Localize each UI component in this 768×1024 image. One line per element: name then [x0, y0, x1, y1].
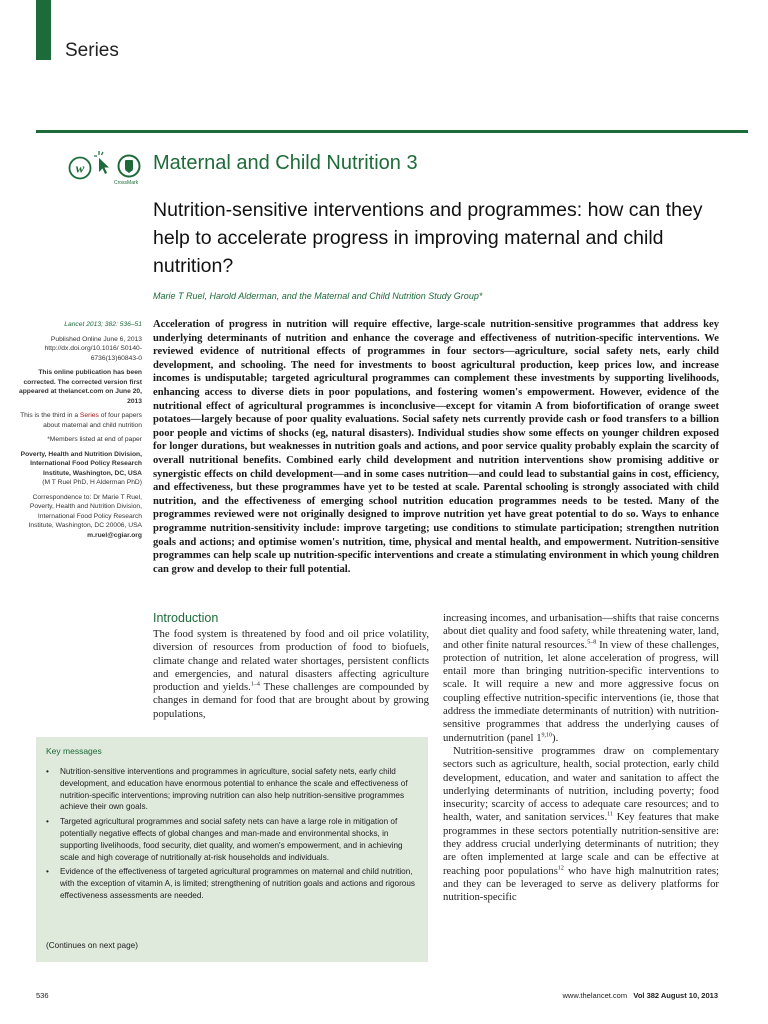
correspondence: Correspondence to: Dr Marie T Ruel, Poverty, Health and Nutrition Division, International Food Policy Research Institute, Washington, DC 20006, USA — [28, 493, 142, 529]
key-messages-title: Key messages — [46, 746, 102, 756]
journal-footer — [562, 991, 718, 1000]
series-note — [18, 411, 142, 430]
body-column-2 — [443, 612, 719, 905]
open-access-icon[interactable] — [68, 156, 92, 184]
correspondence-email[interactable]: m.ruel@cgiar.org — [87, 531, 142, 539]
svg-text:w: w — [75, 160, 85, 176]
series-link[interactable]: Series — [79, 412, 99, 419]
crossmark-label: CrossMark — [114, 180, 139, 186]
reference[interactable]: 11 — [607, 811, 613, 818]
published-online: Published Online June 6, 2013 http://dx.doi.org/10.1016/ S0140-6736(13)60843-0 — [44, 335, 142, 362]
body-text: increasing incomes, and urbanisation—shifts that raise concerns about diet quality and food safety, while threatening water, land, and other finite natural resources. — [443, 612, 719, 651]
paragraph — [443, 612, 719, 745]
correction-note: This online publication has been corrected. The corrected version first appeared at thelancet.com on June 20, 2013 — [18, 369, 142, 405]
cursor-icon[interactable] — [93, 150, 113, 180]
continued-note: (Continues on next page) — [46, 941, 138, 950]
author-affiliation: Poverty, Health and Nutrition Division, International Food Policy Research Institute, Washington, DC, USA — [20, 450, 142, 477]
body-text: In view of these challenges, protection of nutrition, let alone acceleration of progress, will entail more than bringing nutrition-specific interventions to scale. It will require a new and more aggressive focus on coupling effective nutrition-specific interventions (ie, those that address the immediate determinants of nutrition) with nutrition-sensitive programmes that address the underlying causes of undernutrition (panel 1 — [443, 638, 719, 744]
journal-url[interactable]: www.thelancet.com — [562, 991, 628, 1000]
series-color-bar — [36, 0, 51, 60]
reference[interactable]: 9,10 — [541, 732, 553, 739]
introduction-heading: Introduction — [153, 611, 219, 625]
body-text: Nutrition-sensitive programmes draw on complementary sectors such as agriculture, health, social protection, early child development, education, and water and sanitation to affect the underlying determinants of nutrition, including poverty; food insecurity; scarcity of access to adequate care resources; and to health, water, and sanitation services. — [443, 744, 719, 824]
article-authors: Marie T Ruel, Harold Alderman, and the Maternal and Child Nutrition Study Group* — [153, 291, 483, 301]
series-note-post: of four papers about maternal and child nutrition — [43, 412, 142, 429]
body-column-1 — [153, 628, 429, 721]
author-names: (M T Ruel PhD, H Alderman PhD) — [42, 479, 142, 486]
series-label: Series — [65, 40, 119, 61]
series-note-pre: This is the third in a — [20, 412, 79, 419]
page-number: 536 — [36, 991, 49, 1000]
reference[interactable]: 1–4 — [250, 681, 260, 688]
crossmark-icon[interactable] — [117, 154, 141, 182]
reference[interactable]: 5–8 — [587, 639, 597, 646]
article-sidebar — [18, 320, 142, 540]
citation: Lancet 2013; 382: 536–51 — [64, 321, 142, 328]
issue-info: Vol 382 August 10, 2013 — [633, 991, 718, 1000]
series-title: Maternal and Child Nutrition 3 — [153, 152, 418, 174]
reference[interactable]: 12 — [557, 865, 564, 872]
key-message-item: • Targeted agricultural programmes and social safety nets can have a large role in mitigation of potentially negative effects of global changes and man-made and environmental shocks, in supporting livelihoods, food security, diet quality, and women's empowerment, and in achieving scale and high coverage of nutritionally at-risk households and individuals. — [46, 816, 418, 863]
body-text: These challenges are compounded by changes in demand for food that are brought about by growing populations, — [153, 681, 430, 720]
key-messages-panel — [36, 737, 428, 962]
body-text: ). — [552, 731, 559, 744]
body-text: who have high malnutrition rates; and they can be leveraged to serve as delivery platforms for nutrition-specific — [443, 864, 719, 904]
key-messages-list — [46, 766, 418, 905]
members-note: *Members listed at end of paper — [47, 436, 142, 443]
article-title: Nutrition-sensitive interventions and programmes: how can they help to accelerate progress in improving maternal and child nutrition? — [153, 199, 703, 277]
header-divider — [36, 130, 748, 133]
body-text: The food system is threatened by food and oil price volatility, diversion of resources from production of food to biofuels, climate change and related water shortages, persistent conflicts and emergencies, and natural disasters affecting agriculture production and yields. — [153, 628, 429, 694]
key-message-item: • Nutrition-sensitive interventions and programmes in agriculture, social safety nets, early child development, and education have enormous potential to enhance the scale and effectiveness of nutrition-specific interventions; improving nutrition can also help nutrition-sensitive programmes achieve their own goals. — [46, 766, 418, 813]
abstract: Acceleration of progress in nutrition will require effective, large-scale nutrition-sensitive programmes that address key underlying determinants of nutrition and enhance the coverage and effectiveness of nutrition-specific interventions. We reviewed evidence of nutritional effects of programmes in four sectors—agriculture, social safety nets, early child development, and schooling. The need for investments to boost agricultural production, keep prices low, and increase incomes is undisputable; targeted agricultural programmes can complement these investments by supporting livelihoods, enhancing access to diverse diets in poor populations, and fostering women's empowerment. However, evidence of the nutritional effect of agricultural programmes is inconclusive—except for vitamin A from biofortification of orange sweet potatoes—largely because of poor quality evaluations. Social safety nets currently provide cash or food transfers to a billion poor people and victims of shocks (eg, natural disasters). Individual studies show some effects on younger children exposed for longer durations, but weaknesses in nutrition goals and actions, and poor service quality probably explain the scarcity of overall nutritional benefits. Combined early child development and nutrition interventions show promising additive or synergistic effects on child development—and in some cases nutrition—and could lead to substantial gains in cost, efficiency, and effectiveness, but these programmes have yet to be tested at scale. Parental schooling is strongly associated with child nutrition, and the effectiveness of emerging school nutrition education programmes needs to be tested. Many of the programmes reviewed were not originally designed to improve nutrition yet have great potential to do so. Ways to enhance programme nutrition-sensitivity include: improve targeting; use conditions to stimulate participation; strengthen nutrition goals and actions; and optimise women's nutrition, time, physical and mental health, and empowerment. Nutrition-sensitive programmes can help scale up nutrition-specific interventions and create a stimulating environment in which young children can grow and develop to their full potential. — [153, 319, 719, 575]
body-text: Key features that make programmes in these sectors potentially nutrition-sensitive are: they address crucial underlying determinants of nutrition; they are often implemented at large scale and can be effective at reaching poor populations — [443, 811, 720, 877]
paragraph — [443, 745, 719, 905]
key-message-item: • Evidence of the effectiveness of targeted agricultural programmes on maternal and child nutrition, with the exception of vitamin A, is limited; strengthening of nutrition goals and actions and rigorous effectiveness assessments are needed. — [46, 866, 418, 901]
